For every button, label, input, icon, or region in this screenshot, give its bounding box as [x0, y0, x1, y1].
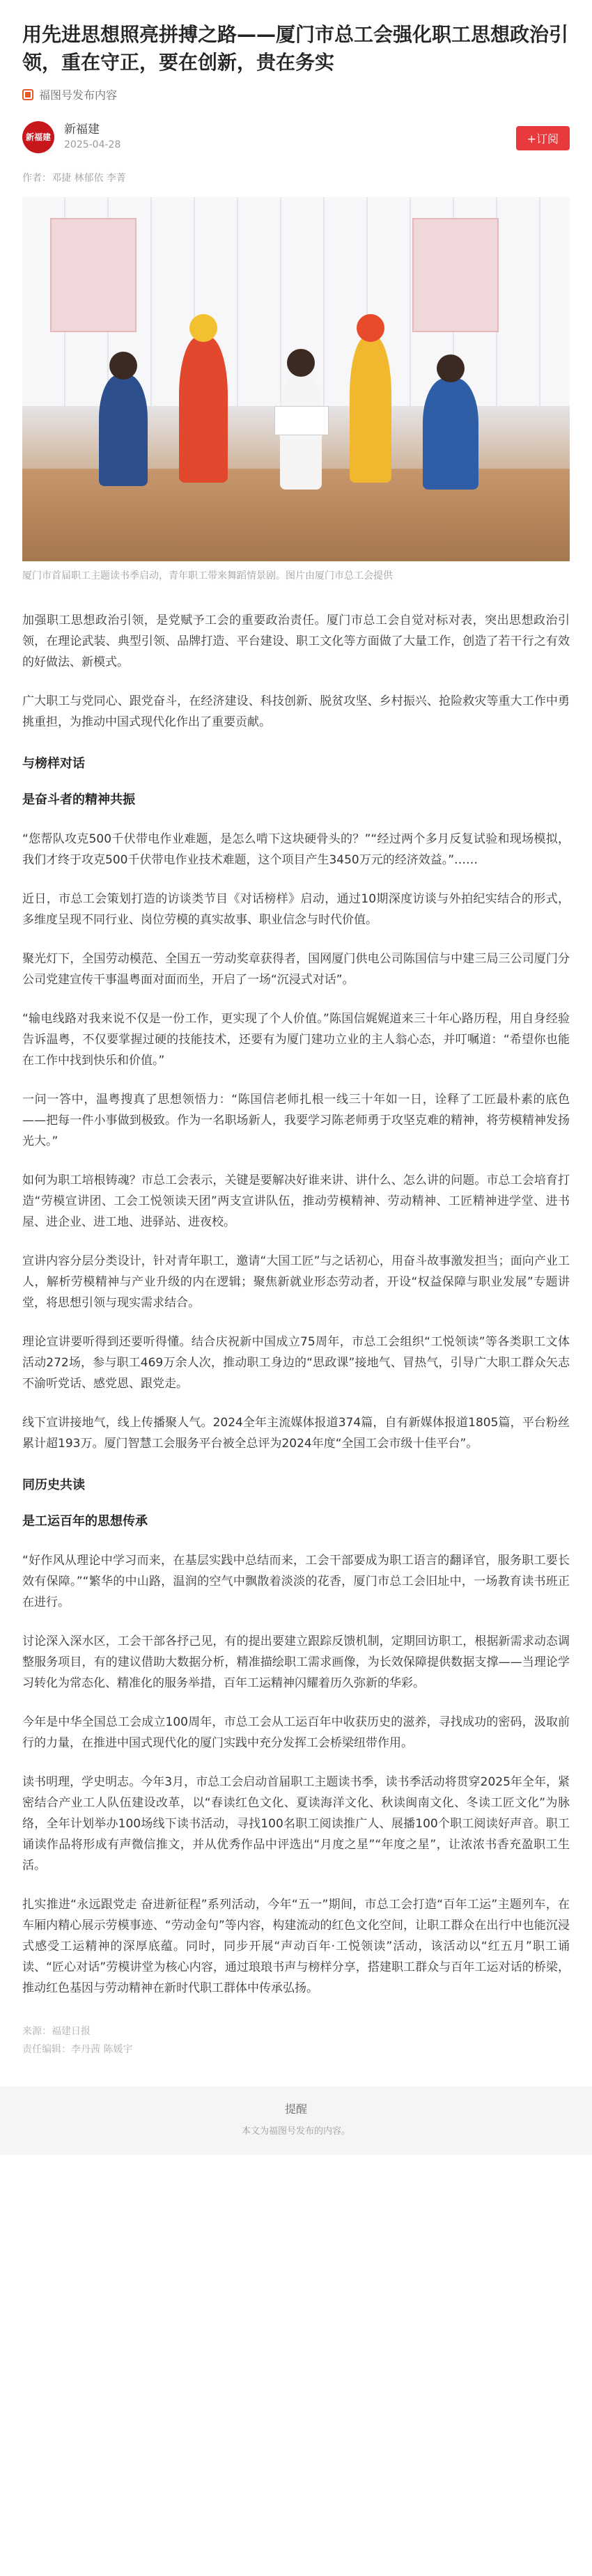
- notice-box: [0, 2086, 592, 2155]
- photo-book: [274, 406, 329, 435]
- author-row: [22, 120, 570, 154]
- publish-date: 2025-04-28: [64, 139, 121, 150]
- photo-performer-helmet-2: [357, 314, 384, 342]
- subscribe-button[interactable]: +订阅: [516, 126, 570, 150]
- paragraph: 理论宣讲要听得到还要听得懂。结合庆祝新中国成立75周年，市总工会组织“工悦领读”等各类职工文体活动272场，参与职工469万余人次，推动职工身边的“思政课”接地气、冒热气，引导广大职工群众矢志不渝听党话、感党恩、跟党走。: [22, 1335, 570, 1391]
- paragraph: 聚光灯下，全国劳动模范、全国五一劳动奖章获得者，国网厦门供电公司陈国信与中建三局三公司厦门分公司党建宣传干事温粤面对面而坐，开启了一场“沉浸式对话”。: [22, 952, 570, 987]
- photo-performer-head-2: [109, 352, 137, 380]
- notice-title: 提醒: [284, 2102, 307, 2116]
- article-title: 用先进思想照亮拼搏之路——厦门市总工会强化职工思想政治引领，重在守正，要在创新，贵在务实: [22, 23, 569, 74]
- source-tag-label: 福图号发布内容: [39, 88, 118, 102]
- paragraph: 讨论深入深水区，工会干部各抒己见，有的提出要建立跟踪反馈机制，定期回访职工，根据新需求动态调整服务项目，有的建议借助大数据分析，精准描绘职工需求画像，为长效保障提供数据支撑——当理论学习转化为常态化、精准化的服务举措，百年工运精神闪耀着历久弥新的华彩。: [22, 1634, 570, 1690]
- section-heading: 与榜样对话: [22, 756, 85, 771]
- article-editor: 责任编辑：李丹茜 陈媛宇: [22, 2044, 133, 2055]
- paragraph: 今年是中华全国总工会成立100周年，市总工会从工运百年中收获历史的滋养，寻找成功的密码，汲取前行的力量，在推进中国式现代化的厦门实践中充分发挥工会桥梁纽带作用。: [22, 1715, 570, 1750]
- paragraph: 扎实推进“永远跟党走 奋进新征程”系列活动，今年“五一”期间，市总工会打造“百年工运”主题列车，在车厢内精心展示劳模事迹、“劳动金句”等内容，构建流动的红色文化空间，让职工群众在出行中也能沉浸式感受工运精神的深厚底蕴。同时，同步开展“声动百年·工悦领读”活动，该活动以“红五月”职工诵读、“匠心对话”劳模讲堂为核心内容，通过琅琅书声与榜样分享，搭建职工群众与百年工运对话的桥梁，推动红色基因与劳动精神在新时代职工群体中传承弘扬。: [22, 1898, 570, 1995]
- section-heading: 同历史共读: [22, 1478, 85, 1492]
- article-body: [0, 584, 592, 1999]
- byline: 作者：邓捷 林郁依 李菁: [22, 173, 126, 184]
- section-subheading: 是奋斗者的精神共振: [22, 793, 135, 807]
- source-tag: [0, 77, 592, 102]
- paragraph: 近日，市总工会策划打造的访谈类节目《对话榜样》启动，通过10期深度访谈与外拍纪实结合的形式，多维度呈现不同行业、岗位劳模的真实故事、职业信念与时代价值。: [22, 892, 570, 927]
- paragraph: 一问一答中，温粤搜真了思想领悟力：“陈国信老师扎根一线三十年如一日，诠释了工匠最朴素的底色——把每一件小事做到极致。作为一名职场新人，我要学习陈老师勇于攻坚克难的精神，将劳模精神发扬光大。”: [22, 1093, 570, 1148]
- article-source: 来源：福建日报: [22, 2026, 91, 2037]
- avatar[interactable]: 新福建: [22, 121, 54, 153]
- notice-text: 本文为福图号发布的内容。: [241, 2126, 350, 2137]
- paragraph: 线下宣讲接地气，线上传播聚人气。2024全年主流媒体报道374篇，自有新媒体报道1805篇，平台粉丝累计超193万。厦门智慧工会服务平台被全总评为2024年度“全国工会市级十佳平台”。: [22, 1416, 570, 1451]
- photo-performer-delivery: [423, 378, 478, 490]
- photo-performer-head: [287, 349, 315, 377]
- photo-banner-right: [412, 218, 499, 332]
- photo-performer-firefighter: [179, 336, 228, 483]
- article-photo[interactable]: [22, 197, 570, 561]
- paragraph: 宣讲内容分层分类设计，针对青年职工，邀请“大国工匠”与之话初心，用奋斗故事激发担当；面向产业工人，解析劳模精神与产业升级的内在逻辑；聚焦新就业形态劳动者，开设“权益保障与职业发展”专题讲堂，将思想引领与现实需求结合。: [22, 1254, 570, 1310]
- photo-performer-police: [99, 375, 148, 486]
- author-name[interactable]: 新福建: [64, 123, 100, 136]
- article-footer: [0, 1999, 592, 2059]
- author-info: [64, 122, 120, 153]
- photo-performer-helmet: [189, 314, 217, 342]
- paragraph: 广大职工与党同心、跟党奋斗，在经济建设、科技创新、脱贫攻坚、乡村振兴、抢险救灾等重大工作中勇挑重担，为推动中国式现代化作出了重要贡献。: [22, 694, 570, 729]
- paragraph: 加强职工思想政治引领，是党赋予工会的重要政治责任。厦门市总工会自觉对标对表，突出思想政治引领，在理论武装、典型引领、品牌打造、平台建设、职工文化等方面做了大量工作，创造了若干行之有效的好做法、新模式。: [22, 614, 570, 669]
- paragraph: “您帮队攻克500千伏带电作业难题，是怎么啃下这块硬骨头的？”“经过两个多月反复试验和现场模拟，我们才终于攻克500千伏带电作业技术难题，这个项目产生3450万元的经济效益。”……: [22, 832, 570, 867]
- photo-performer-head-3: [437, 354, 465, 382]
- photo-performer-worker: [350, 336, 391, 483]
- photo-caption: 厦门市首届职工主题读书季启动，青年职工带来舞蹈情景剧。图片由厦门市总工会提供: [22, 570, 393, 581]
- paragraph: 如何为职工培根铸魂？市总工会表示，关键是要解决好谁来讲、讲什么、怎么讲的问题。市总工会培育打造“劳模宣讲团、工会工悦领读天团”两支宣讲队伍，推动劳模精神、劳动精神、工匠精神进学堂、进书屋、进企业、进工地、进驿站、进夜校。: [22, 1173, 570, 1229]
- section-subheading: 是工运百年的思想传承: [22, 1514, 148, 1529]
- publisher-icon: [22, 89, 33, 100]
- paragraph: “好作风从理论中学习而来，在基层实践中总结而来，工会干部要成为职工语言的翻译官，服务职工要长效有保障。”“繁华的中山路，温润的空气中飘散着淡淡的花香，厦门市总工会旧址中，一场教育读书班正在进行。: [22, 1554, 570, 1609]
- paragraph: “输电线路对我来说不仅是一份工作，更实现了个人价值。”陈国信娓娓道来三十年心路历程，用自身经验告诉温粤，不仅要掌握过硬的技能技术，还要有为厦门建功立业的主人翁心态，并叮嘱道：“希望你也能在工作中找到快乐和价值。”: [22, 1012, 570, 1068]
- paragraph: 读书明理，学史明志。今年3月，市总工会启动首届职工主题读书季，读书季活动将贯穿2025年全年，紧密结合产业工人队伍建设改革，以“春读红色文化、夏读海洋文化、秋读闽南文化、冬读工匠文化”为脉络，全年计划举办100场线下读书活动，寻找100名职工阅读推广人、展播100个职工阅读好声音。职工诵读作品将形成有声微信推文，并从优秀作品中评选出“月度之星”“年度之星”，让浓浓书香充盈职工生活。: [22, 1775, 570, 1873]
- photo-banner-left: [50, 218, 137, 332]
